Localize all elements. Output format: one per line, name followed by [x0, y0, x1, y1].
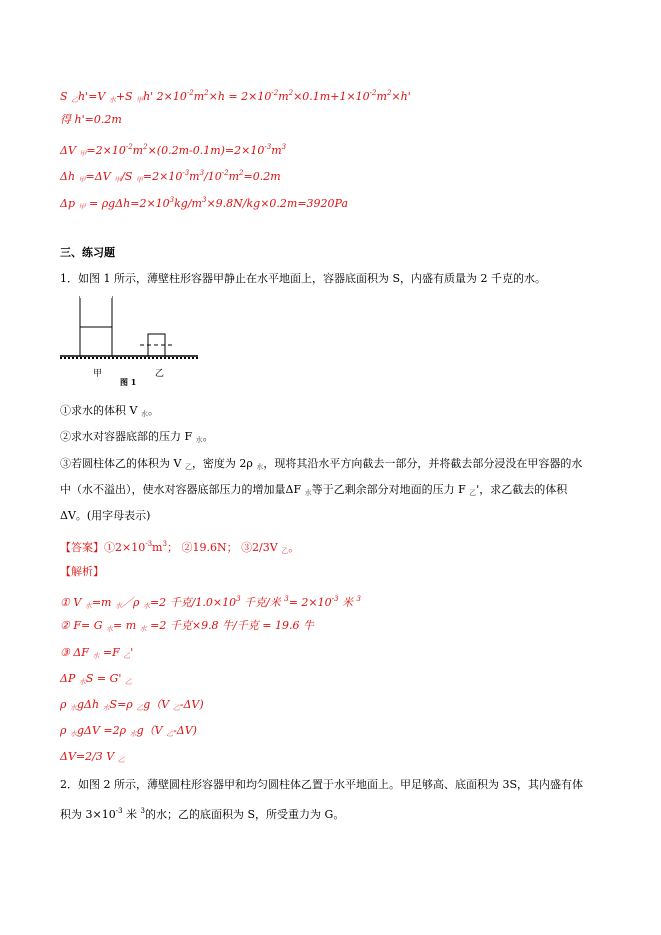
text-run: ×h'	[391, 90, 411, 103]
subscript: 乙	[124, 678, 132, 686]
text-run: ； ②19.6N； ③2/3V	[166, 541, 282, 554]
text-line	[60, 509, 150, 523]
superscript: 3	[169, 196, 175, 204]
text-run: ΔV。(用字母表示)	[60, 509, 151, 522]
text-line	[60, 483, 567, 500]
text-run: 米	[338, 596, 357, 609]
text-run: -ΔV)	[173, 724, 197, 737]
text-line	[60, 272, 546, 286]
figure-caption: 图 1	[120, 377, 137, 387]
superscript: 3	[281, 143, 287, 151]
superscript: 2	[204, 89, 209, 97]
text-run: 。	[288, 541, 300, 554]
superscript: -2	[271, 89, 279, 97]
subscript: 水	[92, 652, 100, 660]
text-run: m	[376, 90, 387, 103]
superscript: 2	[143, 143, 148, 151]
text-run: =ΔV	[85, 170, 115, 183]
text-run: ①2×10	[104, 541, 146, 554]
text-run: =m	[91, 596, 115, 609]
subscript: 甲	[78, 176, 86, 184]
text-run: g（V	[143, 698, 173, 711]
text-run: 【解析】	[60, 565, 104, 578]
text-run: =2 千克/1.0×10	[149, 596, 237, 609]
text-line	[60, 592, 361, 613]
subscript: 水	[108, 96, 116, 104]
subscript: 甲	[78, 203, 86, 211]
text-run: 等于乙剩余部分对地面的压力 F	[311, 483, 470, 496]
superscript: 3	[140, 807, 146, 815]
superscript: -3	[145, 540, 153, 548]
subscript: 水	[69, 704, 77, 712]
text-run: g（V	[136, 724, 167, 737]
text-run: = m	[113, 619, 140, 632]
text-run: 。	[147, 404, 159, 417]
text-run: ΔV	[60, 144, 80, 157]
text-run: =F	[99, 646, 124, 659]
subscript: 水	[69, 730, 77, 738]
text-line	[60, 778, 583, 792]
text-run: =0.2m	[243, 170, 281, 183]
text-line	[60, 430, 214, 447]
subscript: 水	[78, 678, 86, 686]
subscript: 乙	[166, 730, 174, 738]
text-run: -ΔV)	[179, 698, 204, 711]
text-run: ×9.8N/kg×0.2m=3920Pa	[206, 197, 349, 210]
text-run: m	[278, 90, 289, 103]
text-run: 得 h'=0.2m	[60, 113, 122, 126]
superscript: 3	[201, 196, 207, 204]
text-run: m	[228, 170, 240, 183]
superscript: 2	[239, 169, 244, 177]
subscript: 乙	[71, 96, 79, 104]
text-line	[60, 565, 104, 579]
text-line	[60, 246, 115, 260]
subscript: 甲	[135, 176, 143, 184]
text-run: 【答案】	[60, 541, 104, 554]
text-run: m	[132, 144, 144, 157]
text-line	[60, 724, 197, 741]
text-line	[60, 404, 159, 421]
superscript: -2	[186, 89, 194, 97]
text-line	[60, 804, 344, 822]
text-run: =2 千克×9.8 牛/千克 = 19.6 牛	[146, 619, 314, 632]
subscript: 水	[256, 463, 264, 471]
superscript: -2	[369, 89, 377, 97]
text-run: S	[60, 90, 72, 103]
text-run: ΔV=2/3 V	[60, 750, 118, 763]
text-run: /S	[121, 170, 136, 183]
superscript: 3	[236, 595, 241, 603]
text-run: 三、练习题	[60, 246, 115, 259]
superscript: 3	[356, 595, 361, 603]
text-run: +S	[115, 90, 137, 103]
text-run: ③ ΔF	[60, 646, 93, 659]
text-run: ①求水的体积 V	[60, 404, 141, 417]
text-run: gΔV =2ρ	[76, 724, 130, 737]
label-jia: 甲	[93, 369, 103, 379]
text-line	[60, 672, 132, 689]
text-run: S = G'	[85, 672, 125, 685]
subscript: 甲	[136, 96, 144, 104]
text-run: ②求水对容器底部的压力 F	[60, 430, 196, 443]
text-run: ，密度为 2ρ	[191, 457, 257, 470]
superscript: -3	[182, 169, 190, 177]
superscript: -3	[115, 807, 123, 815]
superscript: 3	[284, 595, 289, 603]
text-run: = ρgΔh=2×10	[85, 197, 170, 210]
figure-1	[60, 296, 210, 388]
subscript: 乙	[136, 704, 144, 712]
subscript: 水	[84, 602, 92, 610]
subscript: 乙	[172, 704, 180, 712]
text-line	[60, 619, 314, 636]
text-line	[60, 457, 582, 474]
text-run: ×0.1m+1×10	[293, 90, 370, 103]
text-run: ，现将其沿水平方向截去一部分，并将截去部分浸没在甲容器的水	[263, 457, 583, 470]
superscript: 3	[199, 169, 205, 177]
subscript: 甲	[114, 176, 122, 184]
subscript: 乙	[123, 652, 131, 660]
subscript: 甲	[79, 150, 87, 158]
text-run: 米	[122, 808, 141, 821]
text-line	[60, 750, 125, 767]
text-run: Δp	[60, 197, 79, 210]
text-line	[60, 646, 133, 663]
text-run: 。	[202, 430, 214, 443]
subscript: 水	[114, 602, 122, 610]
text-run: ×(0.2m-0.1m)=2×10	[147, 144, 265, 157]
container-jia	[80, 296, 112, 356]
text-run: ③若圆柱体乙的体积为 V	[60, 457, 185, 470]
subscript: 水	[304, 489, 312, 497]
label-yi: 乙	[155, 369, 165, 379]
text-line	[60, 537, 299, 558]
text-run: gΔh	[76, 698, 103, 711]
text-line	[60, 140, 286, 161]
subscript: 乙	[117, 756, 125, 764]
text-run: =2×10	[86, 144, 126, 157]
superscript: 2	[386, 89, 392, 97]
text-line	[60, 86, 411, 107]
subscript: 乙	[184, 463, 192, 471]
text-line	[60, 166, 281, 187]
text-run: ρ	[60, 698, 70, 711]
subscript: 水	[102, 704, 110, 712]
text-line	[60, 113, 122, 127]
text-run: 中（水不溢出），使水对容器底部压力的增加量ΔF	[60, 483, 305, 496]
text-run: 1．如图 1 所示，薄壁柱形容器甲静止在水平地面上，容器底面积为 S，内盛有质量为 2 千克的水。	[60, 272, 547, 285]
text-run: ρ	[60, 724, 70, 737]
text-run: m	[193, 90, 205, 103]
subscript: 水	[106, 625, 113, 633]
text-run: ① V	[60, 596, 85, 609]
subscript: 乙	[281, 547, 289, 555]
subscript: 乙	[469, 489, 477, 497]
text-run: Δh	[60, 170, 79, 183]
text-run: = 2×10	[288, 596, 332, 609]
text-run: '，求乙截去的体积	[476, 483, 568, 496]
subscript: 水	[142, 602, 150, 610]
text-line	[60, 698, 204, 715]
subscript: 水	[129, 730, 137, 738]
text-run: kg/m	[174, 197, 202, 210]
superscript: -2	[125, 143, 133, 151]
text-run: /10	[204, 170, 222, 183]
superscript: 2	[288, 89, 294, 97]
subscript: 水	[195, 436, 203, 444]
subscript: 水	[140, 410, 148, 418]
text-run: =2×10	[142, 170, 183, 183]
text-run: ／ρ	[121, 596, 143, 609]
text-run: m	[271, 144, 282, 157]
text-run: h'=V	[78, 90, 109, 103]
text-run: m	[152, 541, 163, 554]
text-run: ×h = 2×10	[208, 90, 272, 103]
text-run: 的水；乙的底面积为 S，所受重力为 G。	[145, 808, 345, 821]
superscript: 3	[162, 540, 167, 548]
text-run: 千克/米	[240, 596, 285, 609]
text-line	[60, 193, 348, 214]
text-run: ΔP	[60, 672, 79, 685]
text-run: ② F= G	[60, 619, 106, 632]
text-run: S=ρ	[109, 698, 137, 711]
text-run: m	[189, 170, 200, 183]
superscript: -3	[331, 595, 339, 603]
text-run: 2．如图 2 所示，薄壁圆柱形容器甲和均匀圆柱体乙置于水平地面上。甲足够高、底面积为 3S，其内盛有体	[60, 778, 584, 791]
text-run: '	[130, 646, 134, 659]
subscript: 水	[139, 625, 147, 633]
text-run: 积为 3×10	[60, 808, 116, 821]
superscript: -2	[221, 169, 229, 177]
text-run: h' 2×10	[143, 90, 187, 103]
superscript: -3	[264, 143, 272, 151]
